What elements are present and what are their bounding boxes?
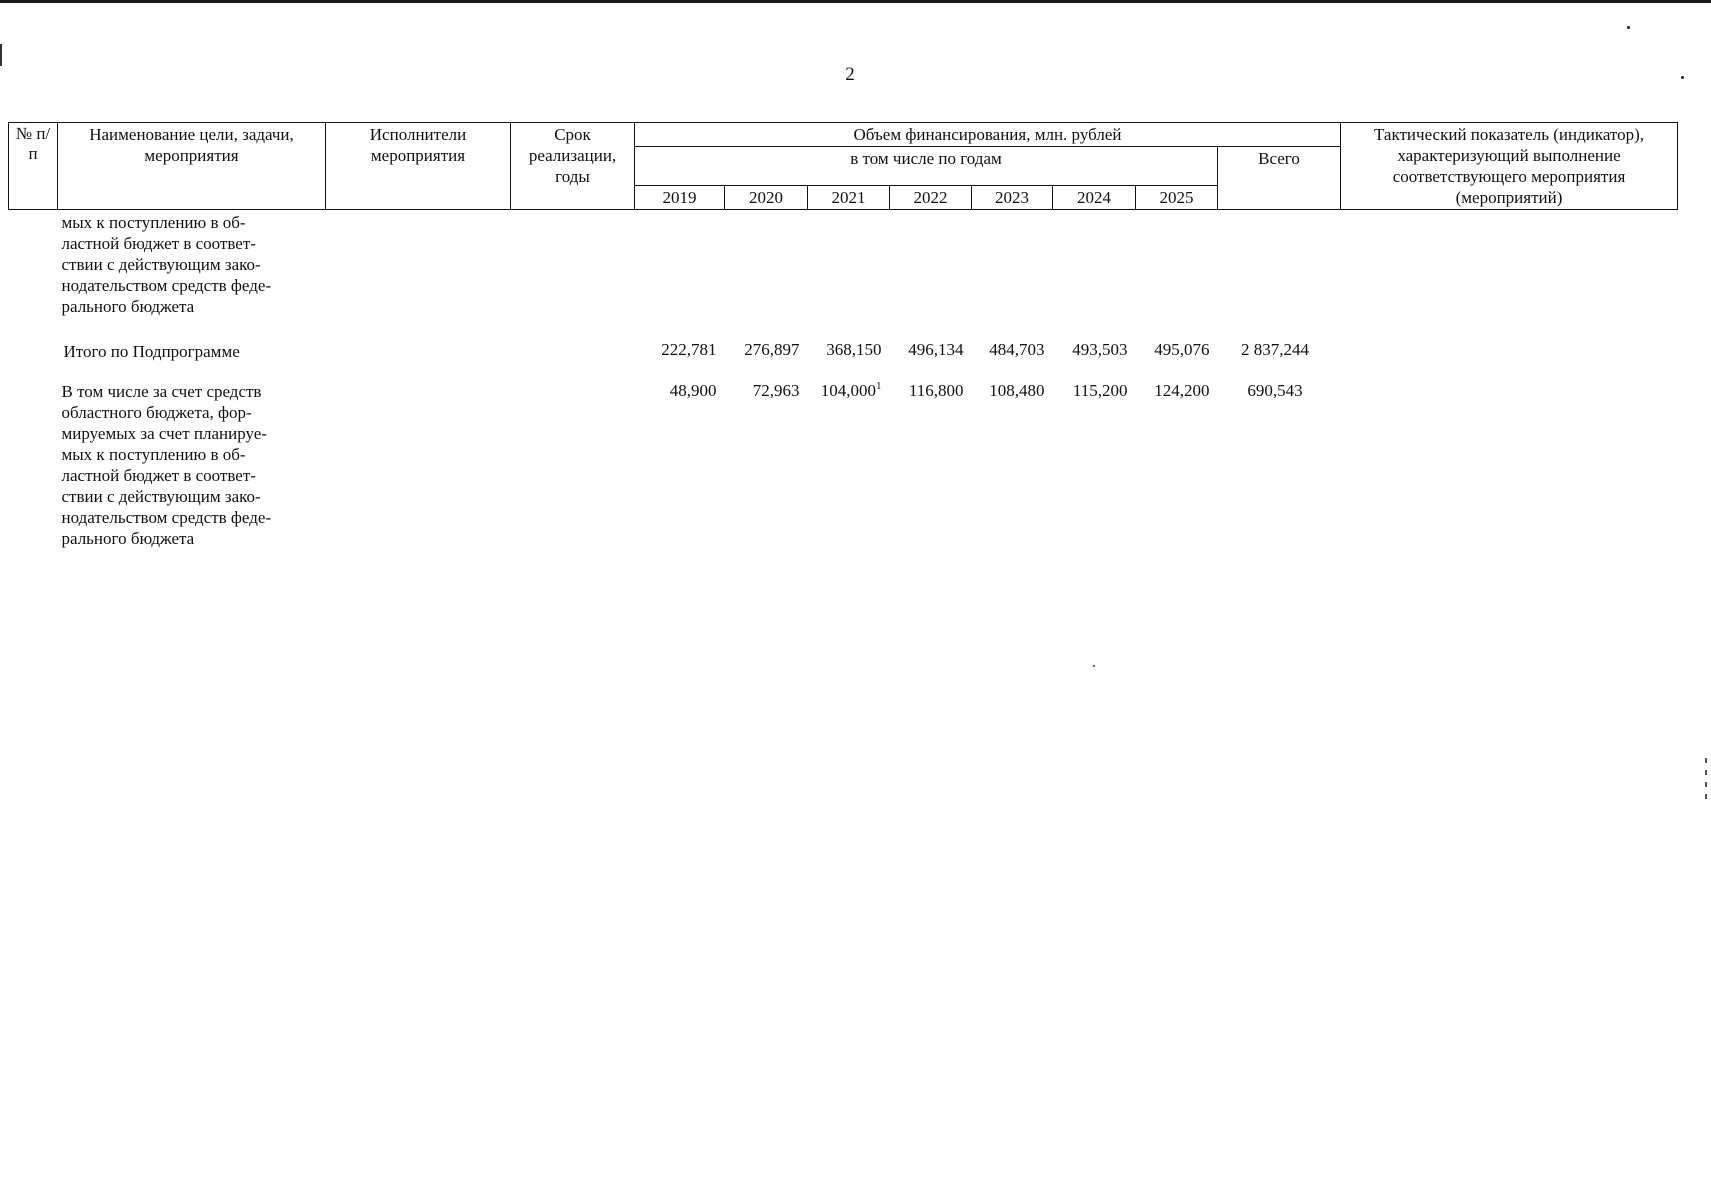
name-line: ластной бюджет в соответ-: [61, 234, 256, 253]
name-line: мируемых за счет планируе-: [61, 424, 267, 443]
name-line: нодательством средств феде-: [61, 276, 272, 295]
row-name-cell: Итого по Подпрограмме: [63, 342, 240, 361]
value-cell: 493,503: [1072, 340, 1128, 359]
name-line: рального бюджета: [61, 529, 195, 548]
name-line: нодательством средств феде-: [61, 508, 272, 527]
value-cell: 48,900: [669, 381, 717, 400]
header-total: Всего: [1218, 147, 1341, 210]
header-year: 2023: [972, 186, 1053, 210]
scan-edge-mark: [1705, 770, 1707, 775]
name-line: мых к поступлению в об-: [61, 445, 246, 464]
header-year: 2024: [1053, 186, 1136, 210]
total-cell: 2 837,244: [1241, 340, 1309, 359]
top-border-line: [0, 0, 1711, 3]
row-name-cell: [58, 362, 326, 549]
value-cell-with-footnote: [808, 362, 890, 549]
value-cell: 495,076: [1154, 340, 1210, 359]
scan-speck: [1627, 26, 1630, 29]
name-line: ластной бюджет в соответ-: [61, 466, 256, 485]
value-text: 104,000: [820, 381, 876, 400]
funding-table: [8, 122, 1678, 549]
value-cell: 72,963: [752, 381, 800, 400]
value-cell: 484,703: [989, 340, 1045, 359]
header-indicator: Тактический показатель (индикатор), характеризующий выполнение соответствующего мероприятия (мероприятий): [1341, 123, 1678, 210]
left-margin-mark: [0, 44, 2, 66]
name-line: В том числе за счет средств: [61, 382, 262, 401]
name-line: мых к поступлению в об-: [61, 213, 246, 232]
header-year: 2019: [635, 186, 725, 210]
header-num: № п/п: [9, 123, 58, 210]
header-term: Срок реализации, годы: [511, 123, 635, 210]
table-row: [9, 317, 1678, 362]
total-cell: 690,543: [1247, 381, 1303, 400]
header-executors: Исполнители мероприятия: [326, 123, 511, 210]
header-by-years: в том числе по годам: [635, 147, 1218, 186]
table-row: [9, 210, 1678, 318]
header-name: Наименование цели, задачи, мероприятия: [58, 123, 326, 210]
header-row: [9, 123, 1678, 147]
footnote-mark: 1: [876, 380, 882, 392]
name-line: ствии с действующим зако-: [61, 487, 261, 506]
name-line: областного бюджета, фор-: [61, 403, 252, 422]
header-year: 2025: [1136, 186, 1218, 210]
value-cell: 276,897: [744, 340, 800, 359]
scan-edge-mark: [1705, 758, 1707, 763]
value-cell: 124,200: [1154, 381, 1210, 400]
value-cell: 115,200: [1072, 381, 1128, 400]
value-cell: 108,480: [989, 381, 1045, 400]
name-line: рального бюджета: [61, 297, 195, 316]
name-line: ствии с действующим зако-: [61, 255, 261, 274]
value-cell: 222,781: [661, 340, 717, 359]
scan-speck: [1681, 76, 1684, 79]
header-year: 2020: [725, 186, 808, 210]
value-cell: 116,800: [908, 381, 964, 400]
scan-edge-mark: [1705, 782, 1707, 787]
page-number: 2: [845, 64, 855, 85]
header-funding: Объем финансирования, млн. рублей: [635, 123, 1341, 147]
header-year: 2021: [808, 186, 890, 210]
header-year: 2022: [890, 186, 972, 210]
table-row: [9, 362, 1678, 549]
row-name-cell: [58, 210, 326, 318]
scan-speck: [1093, 665, 1095, 667]
value-cell: 368,150: [826, 340, 882, 359]
value-cell: 496,134: [908, 340, 964, 359]
scan-edge-mark: [1705, 794, 1707, 799]
